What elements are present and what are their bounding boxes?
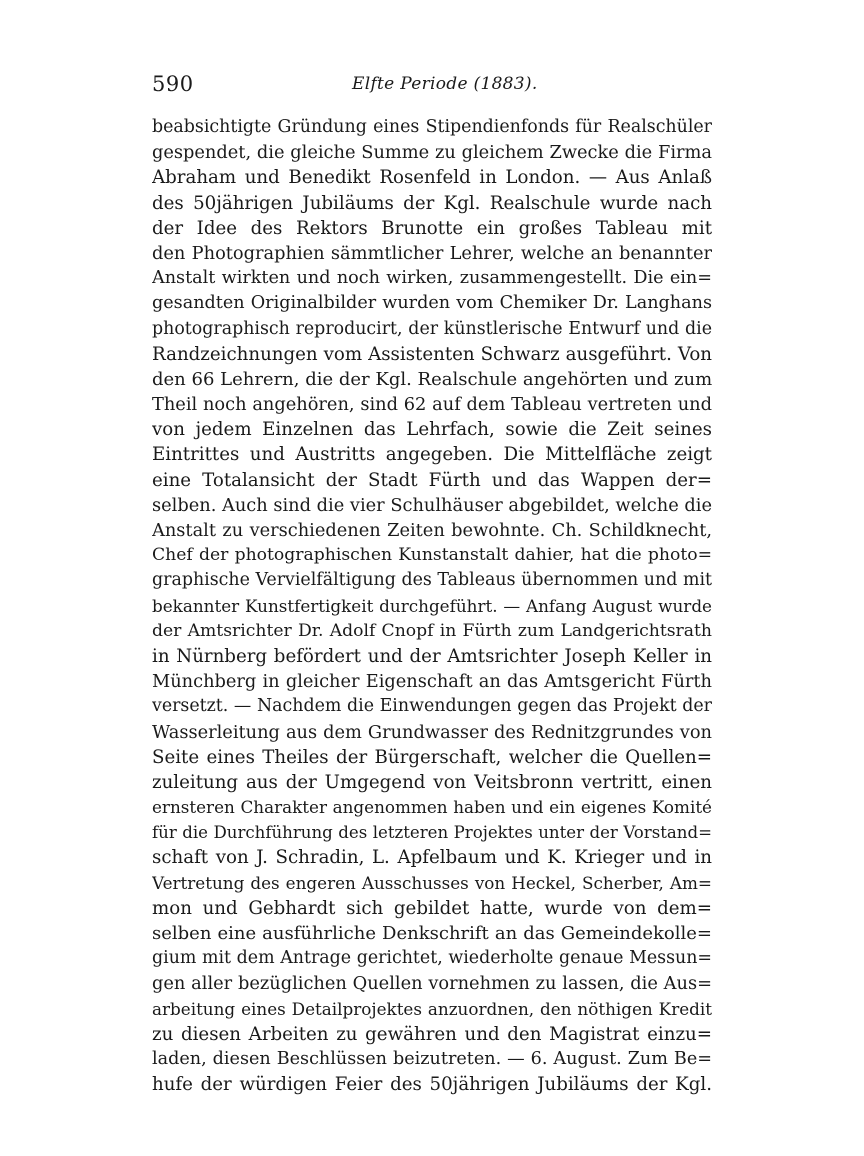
- text-line: Abraham und Benedikt Rosenfeld in London. — Aus Anlaß: [152, 167, 712, 189]
- text-line: selben. Auch sind die vier Schulhäuser abgebildet, welche die: [152, 494, 712, 516]
- body-text: [152, 115, 712, 1097]
- text-line: Münchberg in gleicher Eigenschaft an das Amtsgericht Fürth: [152, 671, 712, 693]
- text-line: beabsichtigte Gründung eines Stipendienfonds für Realschüler: [152, 117, 712, 137]
- text-line: von jedem Einzelnen das Lehrfach, sowie die Zeit seines: [152, 419, 712, 441]
- text-line: des 50jährigen Jubiläums der Kgl. Realschule wurde nach: [152, 192, 712, 214]
- text-line: ernsteren Charakter angenommen haben und ein eigenes Komité: [152, 797, 712, 818]
- running-head-title: Elfte Periode (1883).: [352, 74, 538, 94]
- text-line: den 66 Lehrern, die der Kgl. Realschule angehörten und zum: [152, 368, 712, 390]
- text-line: Chef der photographischen Kunstanstalt dahier, hat die photo=: [152, 545, 712, 566]
- text-line: zuleitung aus der Umgegend von Veitsbronn vertritt, einen: [152, 771, 712, 793]
- text-line: Theil noch angehören, sind 62 auf dem Tableau vertreten und: [152, 394, 712, 416]
- text-line: gespendet, die gleiche Summe zu gleichem Zwecke die Firma: [152, 142, 712, 164]
- text-line: selben eine ausführliche Denkschrift an das Gemeindekolle=: [152, 923, 712, 944]
- text-line: hufe der würdigen Feier des 50jährigen Jubiläums der Kgl.: [152, 1074, 712, 1096]
- text-line: Randzeichnungen vom Assistenten Schwarz ausgeführt. Von: [152, 343, 712, 365]
- text-line: mon und Gebhardt sich gebildet hatte, wurde von dem=: [152, 897, 712, 919]
- text-line: graphische Vervielfältigung des Tableaus übernommen und mit: [152, 570, 712, 591]
- text-line: Vertretung des engeren Ausschusses von Heckel, Scherber, Am=: [152, 872, 712, 893]
- text-line: Anstalt wirkten und noch wirken, zusammengestellt. Die ein=: [152, 268, 712, 289]
- text-line: zu diesen Arbeiten zu gewähren und den Magistrat einzu=: [152, 1023, 712, 1045]
- text-line: für die Durchführung des letzteren Projektes unter der Vorstand=: [152, 823, 712, 843]
- text-line: eine Totalansicht der Stadt Fürth und das Wappen der=: [152, 469, 712, 491]
- text-line: Eintrittes und Austritts angegeben. Die Mittelfläche zeigt: [152, 444, 712, 466]
- text-line: der Amtsrichter Dr. Adolf Cnopf in Fürth zum Landgerichtsrath: [152, 620, 712, 641]
- text-line: gesandten Originalbilder wurden vom Chemiker Dr. Langhans: [152, 293, 712, 314]
- text-line: Seite eines Theiles der Bürgerschaft, welcher die Quellen=: [152, 746, 712, 768]
- text-line: laden, diesen Beschlüssen beizutreten. — 6. August. Zum Be=: [152, 1048, 712, 1069]
- text-line: den Photographien sämmtlicher Lehrer, welche an benannter: [152, 242, 712, 264]
- text-line: in Nürnberg befördert und der Amtsrichter Joseph Keller in: [152, 645, 712, 667]
- text-line: gen aller bezüglichen Quellen vornehmen zu lassen, die Aus=: [152, 973, 712, 995]
- text-line: versetzt. — Nachdem die Einwendungen gegen das Projekt der: [152, 696, 712, 717]
- text-line: gium mit dem Antrage gerichtet, wiederholte genaue Messun=: [152, 948, 712, 969]
- text-line: photographisch reproducirt, der künstlerische Entwurf und die: [152, 318, 712, 339]
- text-line: bekannter Kunstfertigkeit durchgeführt. — Anfang August wurde: [152, 595, 712, 616]
- text-line: der Idee des Rektors Brunotte ein großes Tableau mit: [152, 217, 712, 239]
- running-head: [152, 72, 712, 102]
- page-number: 590: [152, 72, 194, 96]
- text-line: schaft von J. Schradin, L. Apfelbaum und K. Krieger und in: [152, 847, 712, 869]
- text-line: Anstalt zu verschiedenen Zeiten bewohnte. Ch. Schildknecht,: [152, 520, 712, 541]
- text-line: arbeitung eines Detailprojektes anzuordnen, den nöthigen Kredit: [152, 998, 712, 1019]
- text-line: Wasserleitung aus dem Grundwasser des Rednitzgrundes von: [152, 721, 712, 743]
